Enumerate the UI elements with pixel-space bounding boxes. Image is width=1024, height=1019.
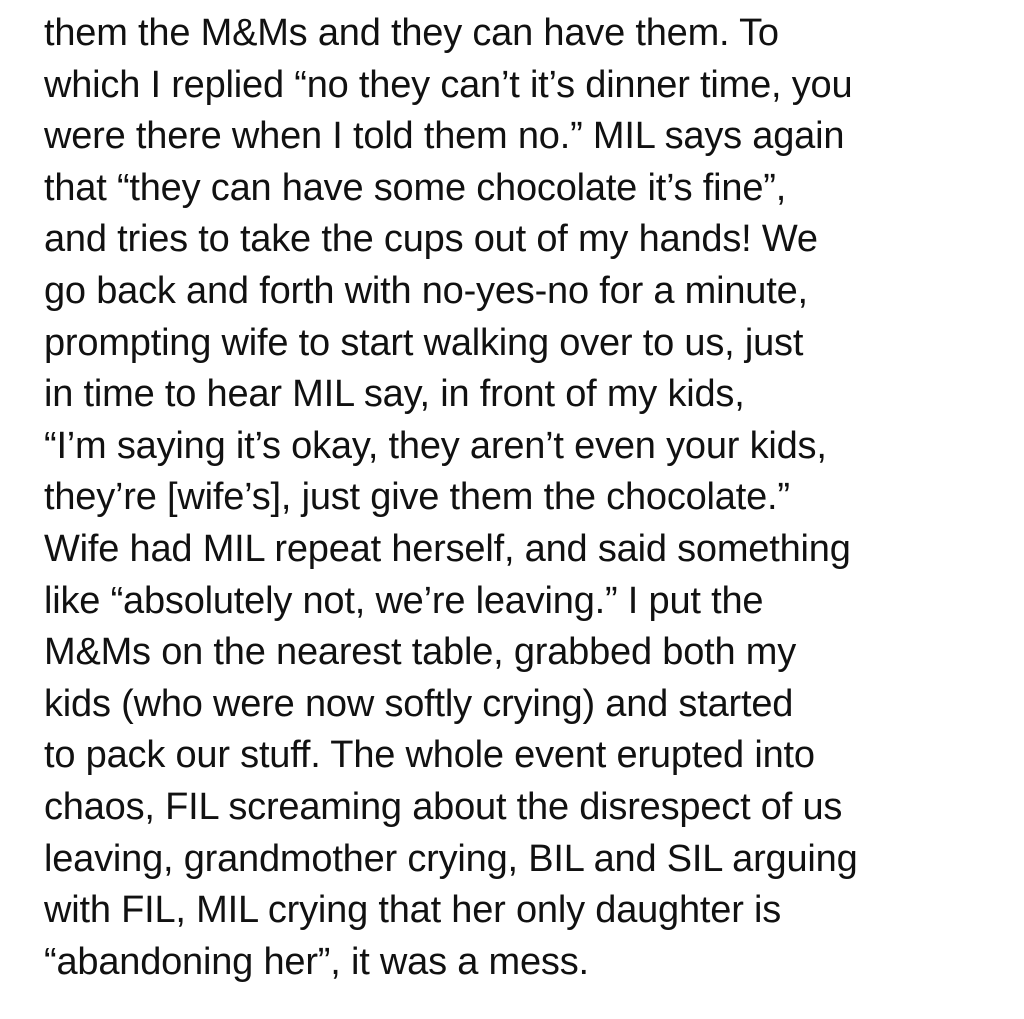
text-line: which I replied “no they can’t it’s dinner time, you xyxy=(44,63,853,106)
text-line: “abandoning her”, it was a mess. xyxy=(44,940,589,983)
text-line: were there when I told them no.” MIL says again xyxy=(44,115,845,158)
text-line: kids (who were now softly crying) and started xyxy=(44,682,794,725)
post-lines xyxy=(44,8,1014,988)
text-line: M&Ms on the nearest table, grabbed both my xyxy=(44,631,797,674)
text-line: they’re [wife’s], just give them the chocolate.” xyxy=(44,476,790,519)
text-line: like “absolutely not, we’re leaving.” I put the xyxy=(44,579,764,622)
text-line: them the M&Ms and they can have them. To xyxy=(44,12,779,54)
text-line: chaos, FIL screaming about the disrespect of us xyxy=(44,785,843,828)
text-line: that “they can have some chocolate it’s fine”, xyxy=(44,166,787,209)
text-line: and tries to take the cups out of my hands! We xyxy=(44,218,818,261)
text-line: in time to hear MIL say, in front of my kids, xyxy=(44,373,745,416)
post-text-block xyxy=(44,8,1014,988)
text-line: with FIL, MIL crying that her only daughter is xyxy=(44,889,782,932)
text-line: “I’m saying it’s okay, they aren’t even your kids, xyxy=(44,424,827,467)
text-line: leaving, grandmother crying, BIL and SIL arguing xyxy=(44,837,858,880)
text-line: to pack our stuff. The whole event erupted into xyxy=(44,734,815,777)
text-line: prompting wife to start walking over to us, just xyxy=(44,321,804,364)
text-line: Wife had MIL repeat herself, and said something xyxy=(44,527,851,570)
text-line: go back and forth with no-yes-no for a minute, xyxy=(44,269,808,312)
